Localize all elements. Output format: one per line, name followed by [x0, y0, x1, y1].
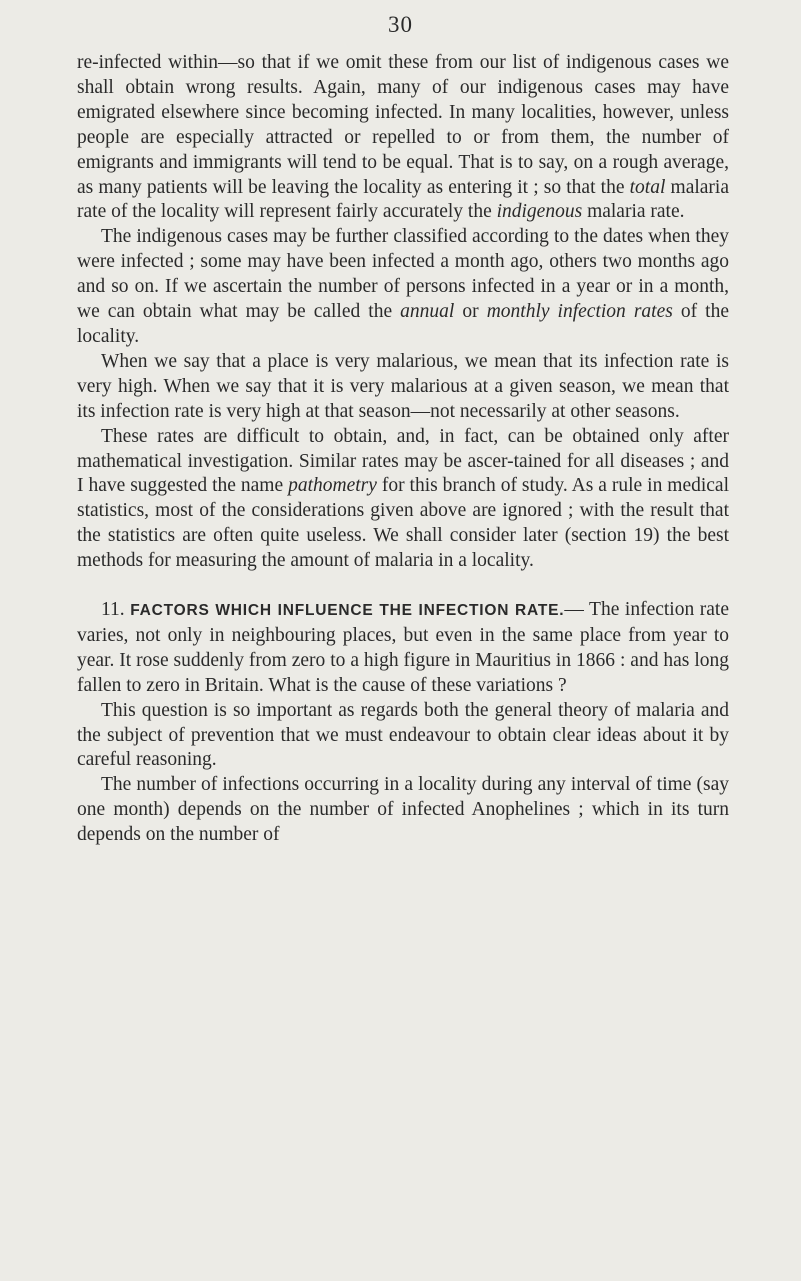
paragraph	[77, 51, 729, 225]
italic-term: annual	[400, 301, 455, 323]
paragraph	[77, 699, 729, 774]
text-run: The indigenous cases may be further classified according to the dates when they were infected ; some may have been infected a month ago, others two months ago and so on. If we ascertain the number of persons infected in a year or in a month, we can obtain what may be called the	[77, 226, 729, 323]
text-run: malaria rate.	[582, 201, 685, 223]
italic-term: pathometry	[288, 475, 377, 497]
italic-term: total	[629, 176, 666, 198]
text-run: of the locality.	[77, 301, 730, 347]
text-run: The number of infections occurring in a locality during any interval of time (say one month) depends on the number of infected Anophelines ; which in its turn depends on the number of	[77, 774, 729, 846]
body-text	[77, 51, 729, 848]
paragraph	[77, 425, 729, 574]
italic-term: monthly infection rates	[486, 301, 673, 323]
text-run: When we say that a place is very malarious, we mean that its infection rate is very high. When we say that it is very malarious at a given season, we mean that its infection rate is very high at that season—not necessarily at other seasons.	[77, 350, 729, 422]
section-gap	[77, 574, 729, 598]
text-run: — The infection rate varies, not only in neighbouring places, but even in the same place from year to year. It rose suddenly from zero to a high figure in Mauritius in 1866 : and has long fallen to zero in Britain. What is the cause of these variations ?	[77, 599, 729, 696]
text-run: for this branch of study. As a rule in medical statistics, most of the considerations given above are ignored ; with the result that the statistics are often quite useless. We shall consider later (section 19) the best methods for measuring the amount of malaria in a locality.	[77, 475, 730, 572]
italic-term: indigenous	[496, 201, 583, 223]
paragraph	[77, 598, 729, 699]
text-run: or	[454, 301, 487, 323]
text-run: re-infected within—so that if we omit these from our list of indigenous cases we shall obtain wrong results. Again, many of our indigenous cases may have emigrated elsewhere since becoming infected. In many localities, however, unless people are especially attracted or repelled to or from them, the number of emigrants and immigrants will tend to be equal. That is to say, on a rough average, as many patients will be leaving the locality as entering it ; so that the	[77, 52, 729, 198]
text-run: These rates are difficult to obtain, and, in fact, can be obtained only after mathematical investigation. Similar rates may be ascer-tained for all diseases ; and I have suggested the name	[77, 425, 729, 497]
section-heading: FACTORS WHICH INFLUENCE THE INFECTION RATE.	[130, 602, 565, 620]
paragraph	[77, 773, 729, 848]
text-run: This question is so important as regards both the general theory of malaria and the subject of prevention that we must endeavour to obtain clear ideas about it by careful reasoning.	[77, 699, 729, 771]
text-run: malaria rate of the locality will represent fairly accurately the	[77, 176, 729, 223]
page-number: 30	[388, 12, 413, 37]
section-number: 11.	[101, 599, 125, 621]
paragraph	[77, 225, 729, 350]
paragraph	[77, 350, 729, 425]
